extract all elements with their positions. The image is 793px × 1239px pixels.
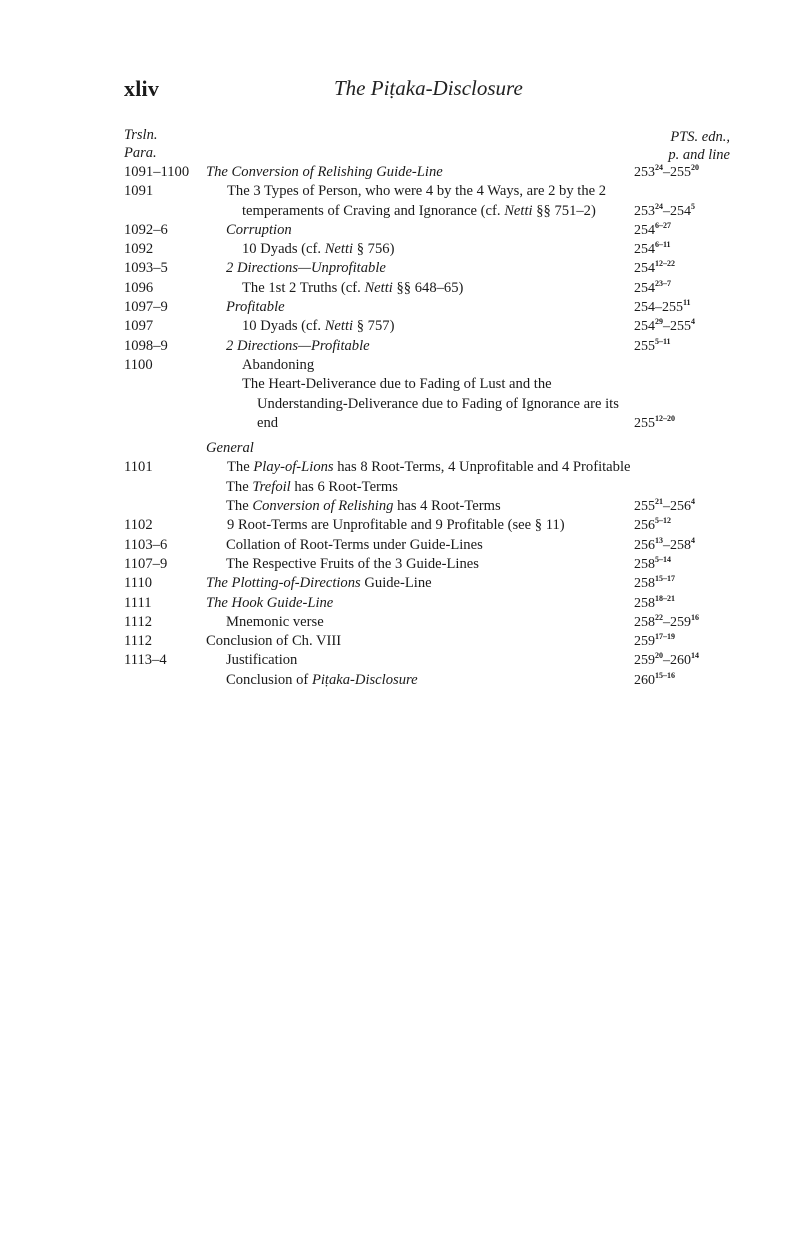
ref-start-line: 23–7 [655,278,671,288]
title-segment: § 757) [353,318,395,335]
ref-start-line: 24 [655,201,663,211]
ref-start-line: 21 [655,497,663,507]
ref-range-dash: – [663,653,670,669]
title-segment: has 6 Root-Terms [290,478,398,495]
paragraph-number: 1093–5 [124,260,168,277]
toc-entry [0,221,793,240]
paragraph-number: 1113–4 [124,652,167,669]
ref-end-page: 256 [670,499,691,515]
entry-title [0,632,626,651]
toc-entry [0,632,793,651]
title-segment: Collation of Root-Terms under Guide-Lines [226,536,483,553]
ref-start-page: 259 [634,634,655,650]
paragraph-number: 1101 [124,459,153,476]
paragraph-number: 1107–9 [124,555,168,572]
title-segment: §§ 751–2) [532,202,596,219]
pts-page-reference [634,594,675,613]
pts-page-reference [634,259,675,278]
toc-entry [0,671,793,690]
entry-title [0,375,635,433]
toc-entry [0,356,793,375]
entry-title [0,279,642,298]
italic-title-segment: Piṭaka-Disclosure [311,671,418,688]
entry-title [0,555,626,574]
paragraph-number: 1092 [124,241,154,258]
ref-start-page: 259 [634,653,655,669]
italic-title-segment: Profitable [226,299,285,316]
paragraph-number: 1097–9 [124,299,168,316]
ref-start-line: 15–16 [655,670,675,680]
italic-title-segment: Corruption [226,221,292,238]
italic-title-segment: General [206,440,254,457]
ref-start-line: 12–22 [655,259,675,269]
pts-page-reference [634,536,695,555]
ref-start-page: 254 [634,222,655,238]
italic-title-segment: Netti [504,202,533,219]
ref-end-page: 254 [670,203,691,219]
title-segment: Abandoning [242,356,315,373]
ref-range-dash: – [663,165,670,180]
ref-end-line: 4 [691,497,695,507]
ref-end-line: 16 [691,612,699,622]
toc-entry [0,497,793,516]
title-segment: Mnemonic verse [226,613,324,630]
pts-page-reference [634,414,675,433]
title-segment: The [226,478,253,495]
title-segment: The Heart-Deliverance due to Fading of Lust and the Understanding-Deliverance due to Fading of Ignorance are its end [242,376,619,431]
ref-start-page: 253 [634,203,655,219]
ref-start-line: 24 [655,163,663,172]
ref-start-page: 254 [634,242,655,258]
ref-range-dash: – [663,537,670,553]
paragraph-number: 1096 [124,279,154,296]
title-segment: has 8 Root-Terms, 4 Unprofitable and 4 Profitable [333,459,631,476]
toc-entry [0,458,793,477]
column-header-right-line1: PTS. edn., [670,129,730,145]
ref-start-page: 256 [634,537,655,553]
paragraph-number: 1102 [124,517,153,534]
pts-page-reference [634,651,699,670]
pts-page-reference [634,497,695,516]
entry-title [0,439,626,458]
ref-end-page: 259 [670,614,691,630]
italic-title-segment: Conversion of Relishing [252,498,394,515]
title-segment: The 3 Types of Person, who were 4 by the 4 Ways, are 2 by the 2 temperaments of Craving and Ignorance (cf. [227,183,607,219]
ref-end-line: 4 [691,317,695,327]
entry-title [0,497,626,516]
toc-entry [0,163,793,182]
pts-page-reference [634,574,675,593]
running-title: The Piṭaka-Disclosure [334,76,523,100]
toc-entry [0,516,793,535]
ref-start-page: 254–255 [634,300,683,316]
title-segment: The 1st 2 Truths (cf. [242,279,365,296]
ref-end-page: 255 [670,165,691,180]
ref-range-dash: – [663,614,670,630]
column-header-translation-para [124,126,157,162]
entry-title [0,574,626,593]
ref-end-page: 258 [670,537,691,553]
page-number: xliv [124,76,160,101]
pts-page-reference [634,279,671,298]
paragraph-number: 1111 [124,594,152,611]
entry-title [0,613,626,632]
title-segment: Justification [226,652,298,669]
ref-start-page: 258 [634,556,655,572]
ref-start-page: 255 [634,499,655,515]
ref-start-page: 256 [634,518,655,534]
paragraph-number: 1097 [124,318,154,335]
italic-title-segment: Netti [324,241,354,258]
toc-entry [0,182,793,221]
pts-page-reference [634,516,671,535]
paragraph-number: 1098–9 [124,337,168,354]
entry-title [0,536,626,555]
table-of-contents [0,163,793,690]
title-segment: §§ 648–65) [392,279,464,296]
entry-title [0,356,642,375]
entry-title [0,337,626,356]
ref-start-page: 254 [634,319,655,335]
paragraph-number: 1100 [124,356,153,373]
ref-start-page: 258 [634,576,655,592]
column-header-pts-edition [668,128,730,164]
ref-start-line: 11 [683,298,691,308]
ref-start-page: 255 [634,415,655,431]
ref-end-page: 260 [670,653,691,669]
italic-title-segment: The Hook Guide-Line [206,594,334,611]
italic-title-segment: The Plotting-of-Directions [206,575,361,592]
ref-range-dash: – [663,319,670,335]
ref-start-page: 258 [634,595,655,611]
entry-title [0,516,636,535]
pts-page-reference [634,613,699,632]
ref-start-page: 260 [634,672,655,688]
title-segment: 10 Dyads (cf. [242,241,325,258]
ref-start-line: 5–14 [655,554,671,564]
ref-start-line: 12–20 [655,413,675,423]
entry-title [0,221,626,240]
title-segment: The [227,459,254,476]
pts-page-reference [634,163,699,182]
ref-start-line: 20 [655,651,663,661]
title-segment: 10 Dyads (cf. [242,318,325,335]
ref-start-page: 254 [634,261,655,277]
italic-title-segment: Netti [324,318,354,335]
italic-title-segment: 2 Directions—Unprofitable [226,260,386,277]
ref-end-line: 4 [691,535,695,545]
paragraph-number: 1110 [124,575,153,592]
toc-entry [0,478,793,497]
entry-title [0,182,620,221]
toc-entry [0,337,793,356]
toc-entry [0,555,793,574]
pts-page-reference [634,202,695,221]
ref-range-dash: – [663,499,670,515]
pts-page-reference [634,317,695,336]
entry-title [0,594,626,613]
italic-title-segment: The Conversion of Relishing Guide-Line [206,164,443,180]
ref-start-line: 13 [655,535,663,545]
toc-entry [0,298,793,317]
paragraph-number: 1092–6 [124,221,168,238]
toc-entry [0,613,793,632]
ref-start-line: 15–17 [655,574,675,584]
ref-start-line: 18–21 [655,593,675,603]
ref-end-line: 20 [691,163,699,172]
ref-start-line: 6–27 [655,220,671,230]
column-header-left-line2: Para. [124,145,157,161]
ref-end-line: 14 [691,651,699,661]
ref-start-page: 254 [634,280,655,296]
title-segment: The Respective Fruits of the 3 Guide-Lines [226,555,479,572]
entry-title [0,478,626,497]
title-segment: § 756) [353,241,395,258]
pts-page-reference [634,298,691,317]
ref-start-line: 22 [655,612,663,622]
toc-entry [0,317,793,336]
ref-start-page: 253 [634,165,655,180]
title-segment: Guide-Line [360,575,432,592]
toc-entry [0,375,793,433]
entry-title [0,458,636,477]
toc-entry [0,594,793,613]
entry-title [0,671,626,690]
pts-page-reference [634,240,671,259]
italic-title-segment: Play-of-Lions [253,459,334,476]
toc-entry [0,240,793,259]
paragraph-number: 1112 [124,613,153,630]
toc-entry [0,536,793,555]
italic-title-segment: Netti [364,279,393,296]
paragraph-number: 1091 [124,183,154,200]
paragraph-number: 1112 [124,633,153,650]
paragraph-number: 1091–1100 [124,164,190,180]
italic-title-segment: Trefoil [252,478,291,495]
entry-title [0,651,626,670]
ref-start-line: 5–12 [655,516,671,526]
pts-page-reference [634,337,671,356]
entry-title [0,298,626,317]
entry-title [0,240,642,259]
pts-page-reference [634,555,671,574]
ref-end-page: 255 [670,319,691,335]
italic-title-segment: 2 Directions—Profitable [226,337,370,354]
title-segment: Conclusion of [226,671,312,688]
ref-start-line: 6–11 [655,240,671,250]
entry-title [0,163,626,182]
ref-start-line: 29 [655,317,663,327]
toc-entry [0,574,793,593]
ref-start-page: 255 [634,338,655,354]
ref-range-dash: – [663,203,670,219]
ref-start-page: 258 [634,614,655,630]
toc-entry [0,259,793,278]
title-segment: The [226,498,253,515]
pts-page-reference [634,632,675,651]
entry-title [0,317,642,336]
title-segment: 9 Root-Terms are Unprofitable and 9 Profitable (see § 11) [227,517,565,534]
column-header-right-line2: p. and line [668,147,730,163]
title-segment: Conclusion of Ch. VIII [206,633,342,650]
entry-title [0,259,626,278]
pts-page-reference [634,221,671,240]
paragraph-number: 1103–6 [124,536,168,553]
page-header [0,76,793,106]
pts-page-reference [634,671,675,690]
toc-entry [0,279,793,298]
ref-start-line: 5–11 [655,336,671,346]
toc-entry [0,439,793,458]
toc-entry [0,651,793,670]
ref-end-line: 5 [691,201,695,211]
title-segment: has 4 Root-Terms [393,498,501,515]
column-header-left-line1: Trsln. [124,127,158,143]
ref-start-line: 17–19 [655,632,675,642]
